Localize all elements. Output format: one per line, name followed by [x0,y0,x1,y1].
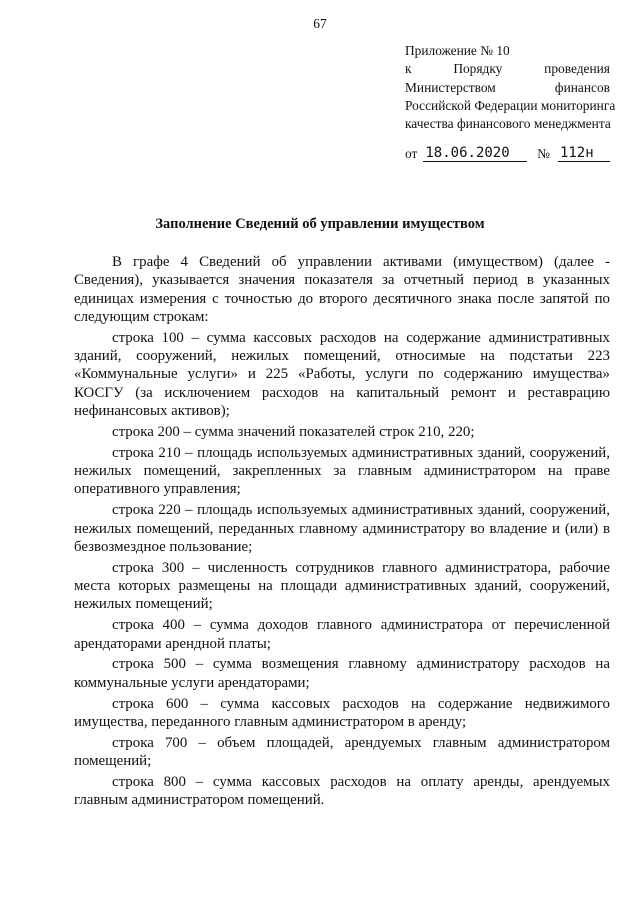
appendix-line-5: качества финансового менеджмента [405,116,611,132]
appendix-word-order: Порядку [453,61,503,77]
appendix-word-ministry: Министерством [405,79,496,95]
paragraph: строка 220 – площадь используемых административных зданий, сооружений, нежилых помещений, переданных главному администратору во владение и (или) в безвозмездное пользование; [74,502,610,555]
paragraph: строка 700 – объем площадей, арендуемых главным администратором помещений; [74,734,610,770]
order-date: 18.06.2020 [423,145,527,162]
page-number: 67 [313,16,327,31]
paragraph: строка 600 – сумма кассовых расходов на содержание недвижимого имущества, переданного главным администратором в аренду; [74,695,610,730]
paragraph: строка 100 – сумма кассовых расходов на содержание административных зданий, сооружений, нежилых помещений, относимые на подстатьи 223 «Коммунальные услуги» и 225 «Работы, услуги по содержанию имущества» КОСГУ (за исключением расходов на капитальный ремонт и реставрацию нефинансовых активов); [74,329,610,419]
order-from-label: от [405,146,418,161]
appendix-line-3 [405,79,610,97]
paragraph: строка 500 – сумма возмещения главному администратору расходов на коммунальные услуги арендаторами; [74,656,610,691]
order-number-label: № [537,146,550,161]
paragraph: строка 210 – площадь используемых административных зданий, сооружений, нежилых помещений, закрепленных за главным администратором на праве оперативного управления; [74,444,610,498]
paragraph: В графе 4 Сведений об управлении активами (имуществом) (далее - Сведения), указывается значения показателя за отчетный период в указанных единицах измерения с точностью до второго десятичного знака после запятой по следующим строкам: [74,254,610,325]
document-body [74,253,610,810]
paragraph: строка 400 – сумма доходов главного администратора от перечисленной арендаторами арендной платы; [74,617,610,652]
order-reference [405,145,610,162]
appendix-line-2 [405,60,610,78]
paragraph: строка 800 – сумма кассовых расходов на оплату аренды, арендуемых главным администратором помещений. [74,773,610,809]
paragraph: строка 200 – сумма значений показателей строк 210, 220; [112,423,475,440]
document-title: Заполнение Сведений об управлении имуществом [155,216,485,232]
appendix-word-conduct: проведения [544,61,610,77]
appendix-word-k: к [405,61,412,77]
order-number: 112н [558,145,610,162]
appendix-line-1: Приложение № 10 [405,43,510,58]
appendix-header [405,42,616,133]
paragraph: строка 300 – численность сотрудников главного администратора, рабочие места которых размещены на площади административных зданий, сооружений, нежилых помещений; [74,559,610,613]
appendix-word-finance: финансов [554,79,610,95]
appendix-line-4: Российской Федерации мониторинга [405,97,616,113]
